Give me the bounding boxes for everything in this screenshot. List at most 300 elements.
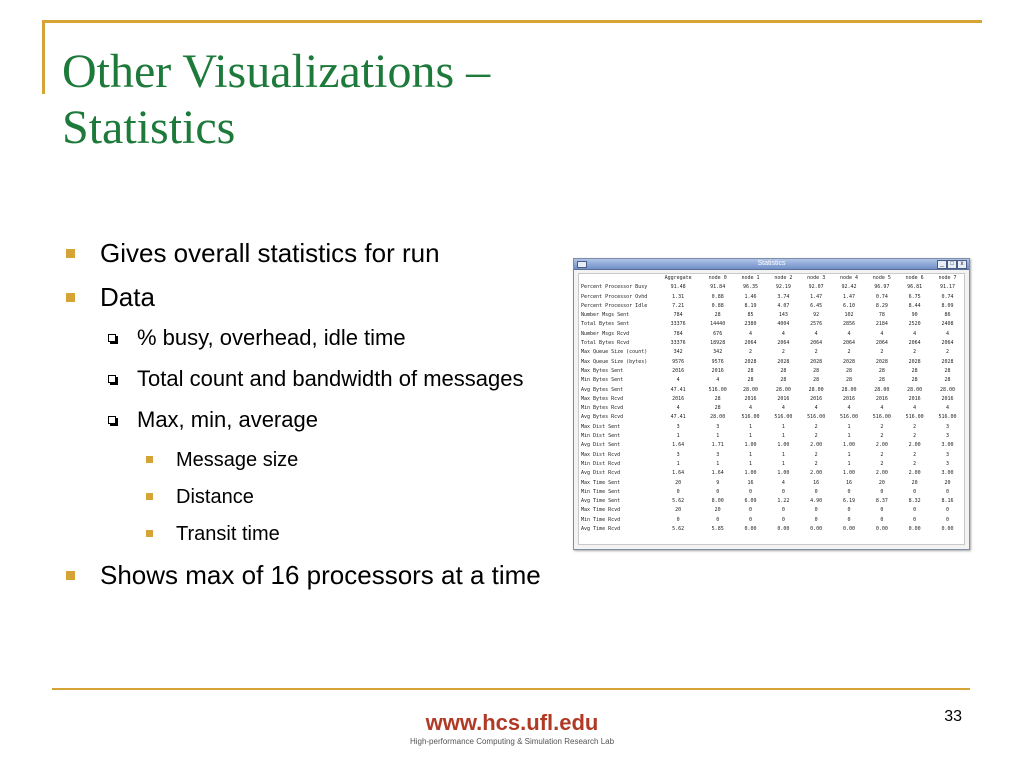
table-row — [579, 386, 964, 395]
table-cell: 96.97 — [874, 284, 890, 291]
table-cell: 2 — [946, 349, 950, 356]
table-cell: 3 — [716, 423, 720, 430]
table-cell: 0 — [814, 507, 818, 514]
table-cell: 9576 — [672, 358, 685, 365]
hollow-square-bullet-icon — [108, 375, 116, 383]
table-cell: 20 — [714, 507, 721, 514]
square-bullet-icon — [146, 456, 153, 463]
table-cell: 28.00 — [808, 386, 824, 393]
table-cell: 28 — [845, 377, 853, 384]
table-row — [579, 283, 964, 292]
table-cell: 2184 — [875, 321, 888, 328]
table-cell: 4 — [781, 479, 785, 486]
square-bullet-icon — [66, 571, 75, 580]
table-cell: 6.75 — [908, 293, 921, 300]
table-cell: 4.07 — [777, 302, 790, 309]
table-cell: 2028 — [810, 358, 823, 365]
sub-sub-bullet-text: Message size — [176, 449, 299, 471]
table-cell: 4.90 — [810, 498, 823, 505]
table-cell: 0 — [781, 507, 785, 514]
table-cell: 1 — [847, 433, 851, 440]
table-cell: 4 — [814, 330, 818, 337]
table-cell: 676 — [713, 330, 723, 337]
table-cell: 7.21 — [672, 302, 685, 309]
table-row — [579, 497, 964, 506]
table-row — [579, 302, 964, 311]
title-frame-vertical-rule — [42, 20, 45, 94]
table-cell: 2016 — [941, 395, 954, 402]
table-cell: 33376 — [670, 340, 686, 347]
table-cell: 6.45 — [810, 302, 823, 309]
table-cell: 2 — [814, 349, 818, 356]
table-cell: 2380 — [744, 321, 757, 328]
table-cell: 0 — [847, 516, 851, 523]
table-cell: 143 — [778, 312, 788, 319]
table-cell: 0 — [676, 516, 680, 523]
table-cell: 1.71 — [711, 442, 724, 449]
table-cell: 8.44 — [908, 302, 921, 309]
table-cell: 4 — [913, 330, 917, 337]
table-cell: 0.00 — [875, 526, 888, 533]
row-label: Percent Processor Ovhd — [581, 293, 648, 300]
table-row — [579, 320, 964, 329]
table-cell: 2408 — [941, 321, 954, 328]
table-cell: 2064 — [875, 340, 888, 347]
table-cell: 0 — [847, 488, 851, 495]
table-cell: 2.00 — [810, 470, 823, 477]
row-label: Avg Bytes Sent — [581, 386, 624, 393]
table-cell: 0 — [913, 488, 917, 495]
table-cell: 92.07 — [808, 284, 824, 291]
table-cell: 16 — [747, 479, 754, 486]
table-cell: 91.84 — [710, 284, 726, 291]
statistics-table — [579, 274, 964, 534]
table-cell: 28.00 — [841, 386, 857, 393]
table-cell: 1.31 — [672, 293, 685, 300]
table-cell: 2576 — [810, 321, 823, 328]
table-cell: 90 — [911, 312, 918, 319]
table-cell: 2 — [814, 423, 818, 430]
table-row — [579, 432, 964, 441]
table-cell: 0 — [781, 516, 785, 523]
bullet-item — [62, 558, 562, 592]
table-cell: 3 — [946, 451, 950, 458]
table-row — [579, 311, 964, 320]
table-cell: 2064 — [842, 340, 856, 347]
table-cell: 0 — [676, 488, 680, 495]
row-label: Max Bytes Rcvd — [581, 395, 624, 402]
table-cell: 2 — [880, 433, 884, 440]
table-cell: 1.64 — [711, 470, 724, 477]
table-cell: 0.00 — [908, 526, 921, 533]
table-row — [579, 441, 964, 450]
table-cell: 1 — [749, 433, 753, 440]
row-label: Min Time Sent — [581, 488, 621, 495]
table-cell: 9576 — [711, 358, 724, 365]
table-cell: 0.00 — [744, 526, 757, 533]
table-cell: 28 — [747, 367, 754, 374]
row-label: Max Dist Sent — [581, 423, 621, 430]
table-cell: 86 — [944, 312, 951, 319]
table-cell: 28 — [911, 377, 918, 384]
table-cell: 2028 — [842, 358, 856, 365]
minimize-button[interactable]: _ — [937, 260, 947, 269]
table-cell: 0 — [814, 488, 818, 495]
table-cell: 6.19 — [842, 498, 856, 505]
row-label: Max Bytes Sent — [581, 367, 624, 374]
table-cell: 5.62 — [672, 526, 685, 533]
table-cell: 2 — [781, 349, 785, 356]
square-bullet-icon — [66, 249, 75, 258]
table-cell: 28 — [780, 367, 787, 374]
table-cell: 0.00 — [810, 526, 823, 533]
table-cell: 2064 — [777, 340, 790, 347]
bullet-text: Gives overall statistics for run — [100, 238, 440, 268]
table-cell: 92.42 — [841, 284, 857, 291]
table-cell: 8.09 — [941, 302, 954, 309]
table-cell: 28.00 — [874, 386, 890, 393]
table-cell: 2 — [814, 460, 818, 467]
table-cell: 3 — [676, 423, 680, 430]
table-row — [579, 358, 964, 367]
row-label: Min Dist Sent — [581, 433, 621, 440]
row-label: Total Bytes Rcvd — [581, 340, 630, 347]
table-cell: 784 — [673, 330, 683, 337]
table-cell: 78 — [878, 312, 885, 319]
table-cell: 28 — [878, 377, 885, 384]
sub-bullet-text: Max, min, average — [137, 407, 318, 432]
table-cell: 91.17 — [940, 284, 956, 291]
row-label: Percent Processor Busy — [581, 284, 648, 291]
table-cell: 96.81 — [907, 284, 923, 291]
table-cell: 4 — [749, 330, 753, 337]
table-cell: 2064 — [810, 340, 823, 347]
table-cell: 0 — [781, 488, 785, 495]
square-bullet-icon — [146, 493, 153, 500]
table-cell: 2 — [913, 460, 917, 467]
footer-url-link[interactable]: www.hcs.ufl.edu — [425, 710, 599, 735]
row-label: Max Time Rcvd — [581, 507, 621, 514]
table-cell: 0 — [749, 488, 753, 495]
table-cell: 20 — [675, 479, 682, 486]
table-cell: 3 — [946, 433, 950, 440]
row-label: Avg Time Rcvd — [581, 526, 621, 533]
table-cell: 0 — [814, 516, 818, 523]
table-row — [579, 451, 964, 460]
table-cell: 28 — [747, 377, 754, 384]
table-cell: 2 — [913, 451, 917, 458]
table-cell: 516.00 — [708, 386, 727, 393]
table-cell: 28 — [878, 367, 885, 374]
table-cell: 20 — [944, 479, 951, 486]
table-cell: 2028 — [777, 358, 790, 365]
close-button[interactable]: x — [957, 260, 967, 269]
table-cell: 1.47 — [810, 293, 823, 300]
row-label: Number Msgs Rcvd — [581, 330, 630, 337]
row-label: Min Dist Rcvd — [581, 460, 621, 467]
table-cell: 2016 — [842, 395, 856, 402]
table-cell: 5.62 — [672, 498, 685, 505]
table-cell: 0.00 — [941, 526, 954, 533]
table-cell: 28 — [845, 367, 853, 374]
table-cell: 0 — [749, 507, 753, 514]
table-cell: 2856 — [842, 321, 856, 328]
table-cell: 1 — [847, 451, 851, 458]
table-cell: 4 — [814, 405, 818, 412]
table-cell: 516.00 — [807, 414, 826, 421]
table-cell: 2 — [880, 349, 884, 356]
table-cell: 4 — [781, 330, 785, 337]
table-cell: 1 — [716, 433, 720, 440]
table-cell: 2 — [880, 460, 884, 467]
table-row — [579, 293, 964, 302]
table-cell: 20 — [911, 479, 918, 486]
table-cell: 1.47 — [842, 293, 856, 300]
row-label: Total Bytes Sent — [581, 321, 630, 328]
table-cell: 3 — [946, 423, 950, 430]
table-cell: 4 — [946, 405, 950, 412]
table-row — [579, 367, 964, 376]
table-cell: 28 — [714, 405, 721, 412]
table-cell: 0 — [749, 516, 753, 523]
table-cell: 2064 — [744, 340, 757, 347]
table-cell: 28 — [911, 367, 918, 374]
table-cell: 1.00 — [744, 442, 757, 449]
statistics-table-panel — [578, 273, 965, 545]
table-cell: 1.00 — [744, 470, 757, 477]
table-cell: 4 — [676, 377, 680, 384]
table-cell: 2520 — [908, 321, 921, 328]
sub-sub-bullet-item — [62, 521, 562, 547]
table-cell: 1 — [847, 460, 851, 467]
table-cell: 4 — [913, 405, 917, 412]
table-cell: 2 — [749, 349, 753, 356]
table-cell: 1.00 — [842, 442, 856, 449]
table-cell: 1 — [781, 433, 785, 440]
table-cell: 8.16 — [941, 498, 954, 505]
table-cell: 2016 — [711, 367, 724, 374]
row-label: Avg Dist Sent — [581, 442, 621, 449]
table-cell: 2016 — [908, 395, 921, 402]
table-cell: 47.41 — [670, 414, 686, 421]
table-cell: 1 — [676, 460, 680, 467]
table-cell: 28 — [813, 367, 820, 374]
row-label: Avg Dist Rcvd — [581, 470, 621, 477]
column-header: node 0 — [708, 275, 727, 281]
column-header: node 1 — [741, 275, 760, 281]
table-cell: 92.19 — [775, 284, 791, 291]
table-cell: 28.00 — [775, 386, 791, 393]
table-cell: 2028 — [908, 358, 921, 365]
table-cell: 3.00 — [941, 470, 954, 477]
row-label: Max Time Sent — [581, 479, 621, 486]
table-cell: 1 — [716, 460, 720, 467]
table-cell: 1 — [781, 451, 785, 458]
table-cell: 8.29 — [875, 302, 888, 309]
table-cell: 18928 — [710, 340, 726, 347]
table-cell: 516.00 — [839, 414, 859, 421]
table-cell: 2028 — [941, 358, 954, 365]
table-cell: 784 — [673, 312, 683, 319]
table-cell: 0 — [946, 507, 950, 514]
table-cell: 1.64 — [672, 470, 685, 477]
sub-sub-bullet-item — [62, 484, 562, 510]
sub-bullet-text: % busy, overhead, idle time — [137, 325, 406, 350]
table-cell: 33376 — [670, 321, 686, 328]
slide-title — [62, 44, 490, 156]
sub-bullet-text: Total count and bandwidth of messages — [137, 366, 524, 391]
table-cell: 342 — [673, 349, 683, 356]
row-label: Avg Bytes Rcvd — [581, 414, 624, 421]
hollow-square-bullet-icon — [108, 416, 116, 424]
table-cell: 2.00 — [875, 442, 888, 449]
table-cell: 2028 — [875, 358, 888, 365]
table-cell: 28 — [813, 377, 820, 384]
table-cell: 2016 — [672, 367, 685, 374]
table-cell: 8.37 — [875, 498, 888, 505]
table-cell: 2 — [880, 423, 884, 430]
row-label: Min Bytes Rcvd — [581, 405, 624, 412]
page-number: 33 — [944, 708, 962, 725]
row-label: Avg Time Sent — [581, 498, 621, 505]
table-cell: 342 — [713, 349, 723, 356]
table-cell: 8.19 — [744, 302, 757, 309]
column-header: node 4 — [839, 275, 859, 281]
table-cell: 2.00 — [875, 470, 888, 477]
square-bullet-icon — [66, 293, 75, 302]
table-row — [579, 469, 964, 478]
table-cell: 4 — [749, 405, 753, 412]
table-row — [579, 413, 964, 422]
table-cell: 0 — [847, 507, 851, 514]
table-cell: 516.00 — [741, 414, 760, 421]
bullet-list — [62, 236, 562, 602]
table-row — [579, 460, 964, 469]
column-header: node 5 — [872, 275, 891, 281]
table-cell: 16 — [813, 479, 820, 486]
table-cell: 2016 — [875, 395, 888, 402]
table-row — [579, 479, 964, 488]
table-cell: 5.85 — [711, 526, 724, 533]
column-header: node 2 — [774, 275, 793, 281]
table-row — [579, 525, 964, 534]
table-cell: 2016 — [777, 395, 790, 402]
table-cell: 1.46 — [744, 293, 757, 300]
table-cell: 516.00 — [938, 414, 957, 421]
table-cell: 28.00 — [710, 414, 726, 421]
table-cell: 85 — [747, 312, 754, 319]
title-frame-horizontal-rule — [42, 20, 982, 23]
table-cell: 0 — [946, 516, 950, 523]
bullet-item — [62, 280, 562, 314]
table-cell: 20 — [675, 507, 682, 514]
table-row — [579, 339, 964, 348]
table-cell: 2 — [913, 433, 917, 440]
table-cell: 2064 — [908, 340, 921, 347]
slide-title-line-2: Statistics — [62, 101, 236, 154]
table-header-row — [579, 274, 964, 283]
window-titlebar[interactable] — [574, 259, 969, 270]
table-cell: 4 — [716, 377, 720, 384]
row-label: Min Bytes Sent — [581, 377, 624, 384]
column-header: node 3 — [807, 275, 826, 281]
table-body — [579, 283, 964, 534]
table-cell: 6.10 — [842, 302, 856, 309]
row-label: Min Time Rcvd — [581, 516, 621, 523]
table-cell: 0 — [716, 488, 720, 495]
table-cell: 2028 — [744, 358, 757, 365]
table-cell: 516.00 — [905, 414, 924, 421]
table-cell: 3.74 — [777, 293, 790, 300]
table-cell: 4 — [946, 330, 950, 337]
table-cell: 0 — [913, 507, 917, 514]
table-cell: 9 — [716, 479, 720, 486]
table-cell: 1 — [781, 460, 785, 467]
table-cell: 6.09 — [744, 498, 757, 505]
hollow-square-bullet-icon — [108, 334, 116, 342]
window-title: Statistics — [757, 260, 786, 267]
table-cell: 28 — [714, 312, 721, 319]
sub-bullet-item — [62, 365, 562, 393]
table-cell: 2016 — [744, 395, 757, 402]
sub-sub-bullet-item — [62, 447, 562, 473]
table-cell: 1 — [676, 433, 680, 440]
table-cell: 1.22 — [777, 498, 790, 505]
table-row — [579, 376, 964, 385]
table-cell: 1.64 — [672, 442, 685, 449]
maximize-button[interactable]: □ — [947, 260, 957, 269]
table-cell: 20 — [878, 479, 885, 486]
table-cell: 1.00 — [842, 470, 856, 477]
table-cell: 1 — [749, 451, 753, 458]
table-cell: 1 — [749, 423, 753, 430]
row-label: Max Queue Size (count) — [581, 349, 648, 356]
table-cell: 0.00 — [842, 526, 856, 533]
table-cell: 28 — [780, 377, 787, 384]
column-header: node 6 — [905, 275, 924, 281]
table-cell: 1 — [781, 423, 785, 430]
table-cell: 0.74 — [875, 293, 888, 300]
table-cell: 28 — [714, 395, 721, 402]
table-cell: 8.32 — [908, 498, 921, 505]
table-cell: 2.00 — [908, 470, 921, 477]
table-cell: 102 — [844, 312, 854, 319]
table-cell: 516.00 — [872, 414, 891, 421]
table-cell: 2 — [847, 349, 851, 356]
table-cell: 2.00 — [810, 442, 823, 449]
row-label: Number Msgs Sent — [581, 312, 630, 319]
table-cell: 4 — [847, 405, 851, 412]
table-row — [579, 395, 964, 404]
table-cell: 16 — [845, 479, 853, 486]
table-row — [579, 423, 964, 432]
table-row — [579, 404, 964, 413]
table-cell: 516.00 — [774, 414, 793, 421]
table-cell: 1 — [749, 460, 753, 467]
bullet-item — [62, 236, 562, 270]
table-cell: 1.00 — [777, 442, 790, 449]
square-bullet-icon — [146, 530, 153, 537]
table-cell: 3 — [716, 451, 720, 458]
bullet-text: Data — [100, 282, 155, 312]
table-row — [579, 330, 964, 339]
table-cell: 4 — [847, 330, 851, 337]
table-cell: 2 — [880, 451, 884, 458]
table-cell: 28.00 — [742, 386, 759, 393]
table-row — [579, 488, 964, 497]
table-cell: 0 — [880, 488, 884, 495]
table-cell: 28 — [944, 377, 951, 384]
